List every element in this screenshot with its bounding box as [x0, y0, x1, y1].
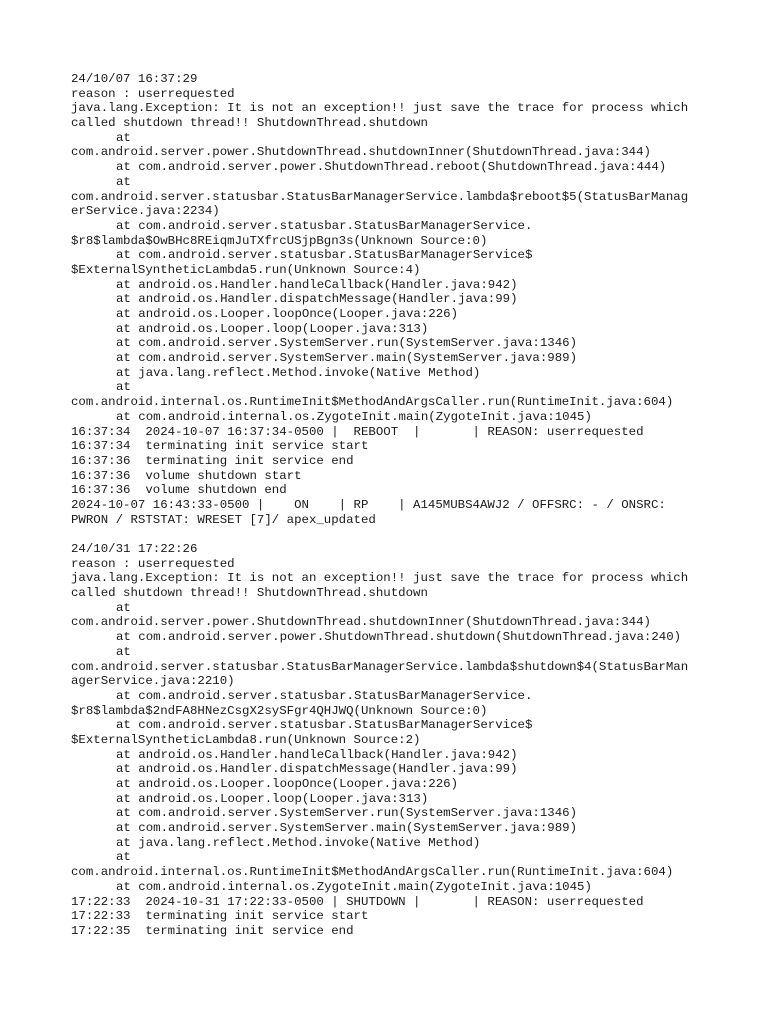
- log-line: at android.os.Looper.loopOnce(Looper.java:226): [116, 777, 459, 791]
- log-line: $r8$lambda$2ndFA8HNezCsgX2sySFgr4QHJWQ(Unknown Source:0): [71, 703, 488, 718]
- log-line: 16:37:34 2024-10-07 16:37:34-0500 | REBOOT | | REASON: userrequested: [71, 424, 644, 439]
- log-line: java.lang.Exception: It is not an exception!! just save the trace for process which: [71, 101, 689, 116]
- log-line: com.android.server.statusbar.StatusBarManagerService.lambda$reboot$5(StatusBarManag: [71, 189, 689, 204]
- log-line: at com.android.internal.os.ZygoteInit.main(ZygoteInit.java:1045): [116, 879, 592, 894]
- log-line: java.lang.Exception: It is not an exception!! just save the trace for process which: [71, 571, 689, 586]
- log-document: [71, 72, 711, 939]
- log-line: at java.lang.reflect.Method.invoke(Native Method): [116, 365, 481, 380]
- log-line: at com.android.server.statusbar.StatusBarManagerService.: [116, 688, 533, 703]
- log-line: called shutdown thread!! ShutdownThread.shutdown: [71, 586, 428, 601]
- log-line: 24/10/07 16:37:29: [71, 72, 198, 86]
- log-section-2: [71, 542, 711, 939]
- log-line: called shutdown thread!! ShutdownThread.shutdown: [71, 116, 428, 131]
- log-line: 17:22:35 terminating init service end: [71, 923, 354, 938]
- log-line: at com.android.server.statusbar.StatusBarManagerService$: [116, 718, 533, 733]
- log-line: 17:22:33 2024-10-31 17:22:33-0500 | SHUTDOWN | | REASON: userrequested: [71, 894, 644, 909]
- log-line: com.android.server.power.ShutdownThread.shutdownInner(ShutdownThread.java:344): [71, 615, 651, 630]
- log-line: com.android.server.power.ShutdownThread.shutdownInner(ShutdownThread.java:344): [71, 145, 651, 160]
- log-section-1: [71, 72, 711, 527]
- log-line: com.android.internal.os.RuntimeInit$MethodAndArgsCaller.run(RuntimeInit.java:604): [71, 395, 674, 410]
- log-line: at android.os.Handler.handleCallback(Handler.java:942): [116, 277, 518, 292]
- log-line: 16:37:36 volume shutdown start: [71, 468, 302, 483]
- log-line: at com.android.server.SystemServer.run(SystemServer.java:1346): [116, 336, 578, 351]
- log-line: at android.os.Looper.loop(Looper.java:313): [116, 321, 429, 336]
- log-line: at com.android.server.statusbar.StatusBarManagerService.: [116, 218, 533, 233]
- log-line: at: [116, 850, 131, 865]
- log-line: at com.android.server.SystemServer.main(SystemServer.java:989): [116, 351, 578, 366]
- log-line: at android.os.Handler.dispatchMessage(Handler.java:99): [116, 292, 518, 307]
- log-line: at: [116, 600, 131, 615]
- log-line: at: [116, 174, 131, 189]
- log-line: at: [116, 644, 131, 659]
- log-line: at com.android.server.SystemServer.main(SystemServer.java:989): [116, 821, 578, 836]
- log-line: at android.os.Handler.handleCallback(Handler.java:942): [116, 747, 518, 762]
- log-line: agerService.java:2210): [71, 674, 235, 689]
- log-line: at android.os.Handler.dispatchMessage(Handler.java:99): [116, 762, 518, 777]
- section-separator: [71, 527, 711, 542]
- log-line: reason : userrequested: [71, 86, 235, 101]
- log-line: 16:37:36 terminating init service end: [71, 453, 354, 468]
- log-line: at com.android.server.power.ShutdownThread.reboot(ShutdownThread.java:444): [116, 160, 667, 175]
- log-line: $ExternalSyntheticLambda8.run(Unknown Source:2): [71, 732, 421, 747]
- log-line: at com.android.server.SystemServer.run(SystemServer.java:1346): [116, 806, 578, 821]
- log-line: 2024-10-07 16:43:33-0500 | ON | RP | A145MUBS4AWJ2 / OFFSRC: - / ONSRC:: [71, 497, 666, 512]
- log-line: $ExternalSyntheticLambda5.run(Unknown Source:4): [71, 262, 421, 277]
- log-line: at java.lang.reflect.Method.invoke(Native Method): [116, 835, 481, 850]
- log-line: 24/10/31 17:22:26: [71, 542, 198, 556]
- log-line: $r8$lambda$OwBHc8REiqmJuTXfrcUSjpBgn3s(Unknown Source:0): [71, 233, 488, 248]
- log-line: reason : userrequested: [71, 556, 235, 571]
- log-line: PWRON / RSTSTAT: WRESET [7]/ apex_updated: [71, 512, 376, 527]
- log-line: 16:37:34 terminating init service start: [71, 439, 369, 454]
- log-line: at: [116, 130, 131, 145]
- log-line: at com.android.server.statusbar.StatusBarManagerService$: [116, 248, 533, 263]
- log-line: com.android.internal.os.RuntimeInit$MethodAndArgsCaller.run(RuntimeInit.java:604): [71, 865, 674, 880]
- log-line: com.android.server.statusbar.StatusBarManagerService.lambda$shutdown$4(StatusBarMan: [71, 659, 689, 674]
- log-line: at android.os.Looper.loopOnce(Looper.java:226): [116, 307, 459, 321]
- log-line: erService.java:2234): [71, 204, 220, 219]
- log-line: at android.os.Looper.loop(Looper.java:313): [116, 791, 429, 806]
- log-line: 16:37:36 volume shutdown end: [71, 483, 287, 498]
- log-line: at com.android.server.power.ShutdownThread.shutdown(ShutdownThread.java:240): [116, 630, 682, 645]
- log-line: 17:22:33 terminating init service start: [71, 909, 369, 924]
- log-line: at: [116, 380, 131, 395]
- log-line: at com.android.internal.os.ZygoteInit.main(ZygoteInit.java:1045): [116, 409, 592, 424]
